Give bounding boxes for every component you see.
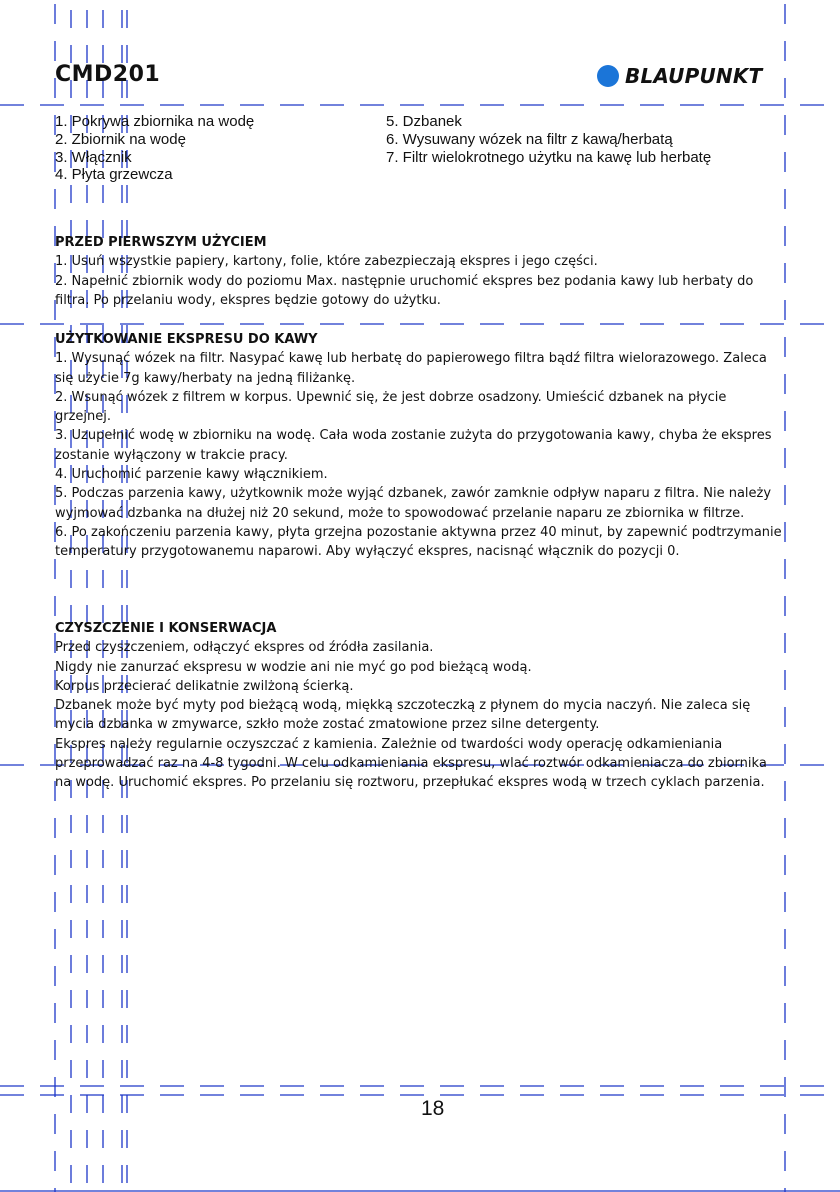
section-paragraph: 5. Podczas parzenia kawy, użytkownik może wyjąć dzbanek, zawór zamknie odpływ naparu z filtra. Nie należy wyjmować dzbanka na dłużej niż 20 sekund, może to spowodować przelanie naparu ze zbiornika w filtrze. xyxy=(55,486,772,521)
page-number: 18 xyxy=(421,1097,445,1120)
model-name: CMD201 xyxy=(55,62,161,87)
section-paragraph: 1. Wysunąć wózek na filtr. Nasypać kawę lub herbatę do papierowego filtra bądź filtra wielorazowego. Zaleca się użycie 7g kawy/herbaty na jedną filiżankę. xyxy=(55,351,767,386)
section-paragraph: Nigdy nie zanurzać ekspresu w wodzie ani nie myć go pod bieżącą wodą. xyxy=(55,659,532,675)
part-item: 1. Pokrywa zbiornika na wodę xyxy=(55,113,255,130)
brand-name: BLAUPUNKT xyxy=(625,64,763,88)
section-paragraph: 1. Usuń wszystkie papiery, kartony, folie, które zabezpieczają ekspres i jego części. xyxy=(55,254,598,270)
section-coffee-usage xyxy=(55,330,785,562)
section-first-use xyxy=(55,233,785,310)
section-paragraph: Ekspres należy regularnie oczyszczać z kamienia. Zależnie od twardości wody operację odkamieniania przeprowadzać raz na 4-8 tygodni. W celu odkamieniania ekspresu, wlać roztwór odkamieniacza do zbiornika na wodę. Uruchomić ekspres. Po przelaniu się roztworu, przepłukać ekspres wodą w trzech cyklach parzenia. xyxy=(55,736,767,791)
section-paragraph: Korpus przecierać delikatnie zwilżoną ścierką. xyxy=(55,678,354,694)
section-title: UŻYTKOWANIE EKSPRESU DO KAWY xyxy=(55,332,318,347)
section-paragraph: 4. Uruchomić parzenie kawy włącznikiem. xyxy=(55,467,328,483)
part-item: 2. Zbiornik na wodę xyxy=(55,130,186,148)
section-title: CZYSZCZENIE I KONSERWACJA xyxy=(55,621,277,636)
section-paragraph: 2. Napełnić zbiornik wody do poziomu Max. następnie uruchomić ekspres bez podania kawy lub herbaty do filtra. Po przelaniu wody, ekspres będzie gotowy do użytku. xyxy=(55,273,754,308)
section-paragraph: 6. Po zakończeniu parzenia kawy, płyta grzejna pozostanie aktywna przez 40 minut, by zapewnić podtrzymanie temperatury przygotowanemu naparowi. Aby wyłączyć ekspres, nacisnąć włącznik do pozycji 0. xyxy=(55,524,782,560)
part-item: 7. Filtr wielokrotnego użytku na kawę lub herbatę xyxy=(386,148,712,166)
section-paragraph: 3. Uzupełnić wodę w zbiorniku na wodę. Cała woda zostanie zużyta do przygotowania kawy, chyba że ekspres zostanie wyłączony w trakcie pracy. xyxy=(55,428,772,463)
part-item: 3. Włącznik xyxy=(55,148,132,166)
section-paragraph: 2. Wsunąć wózek z filtrem w korpus. Upewnić się, że jest dobrze osadzony. Umieścić dzbanek na płycie grzejnej. xyxy=(55,389,727,425)
section-paragraph: Przed czyszczeniem, odłączyć ekspres od źródła zasilania. xyxy=(55,640,434,656)
brand-logo xyxy=(597,64,762,88)
parts-list-left xyxy=(55,113,254,184)
section-paragraph: Dzbanek może być myty pod bieżącą wodą, miękką szczoteczką z płynem do mycia naczyń. Nie zaleca się mycia dzbanka w zmywarce, szkło może zostać zmatowione przez silne detergenty. xyxy=(55,698,751,733)
parts-list-right xyxy=(386,113,711,166)
section-title: PRZED PIERWSZYM UŻYCIEM xyxy=(55,235,267,250)
brand-dot-icon xyxy=(597,65,619,87)
part-item: 6. Wysuwany wózek na filtr z kawą/herbatą xyxy=(386,130,673,148)
part-item: 4. Płyta grzewcza xyxy=(55,166,173,184)
section-cleaning xyxy=(55,619,785,793)
part-item: 5. Dzbanek xyxy=(386,113,462,130)
